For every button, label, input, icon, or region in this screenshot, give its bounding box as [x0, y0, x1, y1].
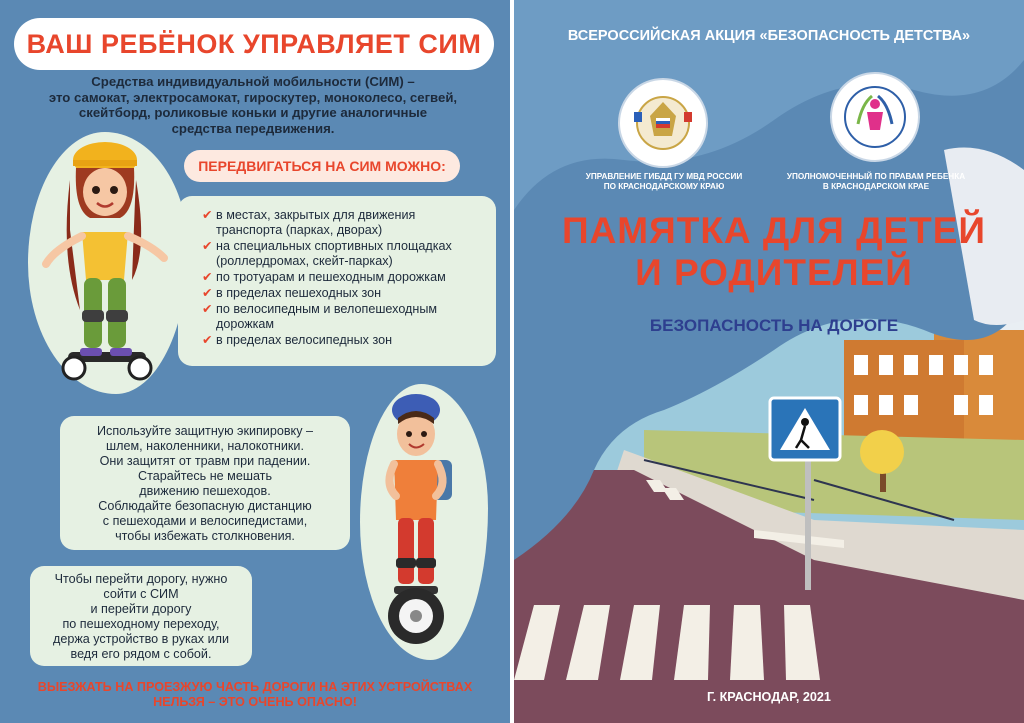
- check-icon: ✔: [202, 270, 213, 284]
- cross-line: держа устройство в руках или: [52, 632, 230, 646]
- intro-line: средства передвижения.: [171, 120, 335, 136]
- intro-line: Средства индивидуальной мобильности (СИМ) –: [91, 74, 415, 89]
- crossing-rules-card: [30, 566, 252, 666]
- list-item-text: по велосипедным и велопешеходным дорожкам: [216, 302, 438, 331]
- boy-on-monowheel-illustration: [372, 390, 468, 652]
- warning-line: ВЫЕЗЖАТЬ НА ПРОЕЗЖУЮ ЧАСТЬ ДОРОГИ НА ЭТИХ УСТРОЙСТВАХ: [37, 680, 473, 694]
- memo-title-line: ПАМЯТКА ДЛЯ ДЕТЕЙ: [561, 210, 987, 251]
- city-year-footer: Г. КРАСНОДАР, 2021: [707, 690, 831, 704]
- list-item: [202, 286, 482, 301]
- right-panel: [514, 0, 1024, 723]
- can-move-title: ПЕРЕДВИГАТЬСЯ НА СИМ МОЖНО:: [198, 158, 446, 174]
- danger-warning: [20, 680, 490, 710]
- gear-line: Старайтесь не мешать: [137, 469, 273, 483]
- org-line: УПРАВЛЕНИЕ ГИБДД ГУ МВД РОССИИ: [585, 172, 743, 181]
- check-icon: ✔: [202, 208, 213, 222]
- list-item-text: по тротуарам и пешеходным дорожкам: [216, 270, 446, 284]
- gear-line: с пешеходами и велосипедистами,: [102, 514, 308, 528]
- cross-line: по пешеходному переходу,: [62, 617, 220, 631]
- memo-title-line: И РОДИТЕЛЕЙ: [635, 252, 913, 293]
- left-title-banner: [14, 18, 494, 70]
- can-move-banner: [184, 150, 460, 182]
- police-org-label: [574, 172, 754, 192]
- list-item: [202, 302, 482, 332]
- check-icon: ✔: [202, 333, 213, 347]
- list-item: [202, 333, 482, 348]
- protective-gear-card: [60, 416, 350, 550]
- org-line: ПО КРАСНОДАРСКОМУ КРАЮ: [603, 182, 725, 191]
- intro-line: это самокат, электросамокат, гироскутер, моноколесо, сегвей,: [48, 89, 458, 105]
- cross-line: сойти с СИМ: [103, 587, 179, 601]
- ombudsman-emblem-graphic: [832, 74, 918, 160]
- warning-line: НЕЛЬЗЯ – ЭТО ОЧЕНЬ ОПАСНО!: [153, 695, 357, 709]
- intro-line: скейтборд, роликовые коньки и другие аналогичные: [78, 105, 428, 120]
- list-item-text: в местах, закрытых для движения транспорта (парках, дворах): [216, 208, 416, 237]
- list-item: [202, 270, 482, 285]
- ombudsman-org-label: [776, 172, 976, 192]
- org-line: В КРАСНОДАРСКОМ КРАЕ: [822, 182, 930, 191]
- gear-line: движению пешеходов.: [139, 484, 271, 498]
- allowed-places-card: [178, 196, 496, 366]
- gear-line: шлем, наколенники, налокотники.: [106, 439, 304, 453]
- police-emblem-icon: [618, 78, 708, 168]
- ombudsman-emblem-icon: [830, 72, 920, 162]
- left-panel: [0, 0, 510, 723]
- check-icon: ✔: [202, 286, 213, 300]
- check-icon: ✔: [202, 239, 213, 253]
- crosswalk-sign-icon: [770, 398, 840, 460]
- intro-text: [38, 74, 468, 136]
- check-icon: ✔: [202, 302, 213, 316]
- gear-line: чтобы избежать столкновения.: [115, 529, 295, 543]
- campaign-title: ВСЕРОССИЙСКАЯ АКЦИЯ «БЕЗОПАСНОСТЬ ДЕТСТВА»: [567, 28, 971, 44]
- gear-line: Используйте защитную экипировку –: [96, 424, 313, 438]
- list-item: [202, 208, 482, 238]
- cross-line: Чтобы перейти дорогу, нужно: [54, 572, 228, 586]
- list-item-text: в пределах пешеходных зон: [216, 286, 382, 300]
- allowed-places-list: [202, 208, 482, 348]
- girl-on-hoverboard-illustration: [40, 140, 170, 385]
- list-item: [202, 239, 482, 269]
- left-title: ВАШ РЕБЁНОК УПРАВЛЯЕТ СИМ: [26, 28, 482, 59]
- list-item-text: на специальных спортивных площадках (роллердромах, скейт-парках): [216, 239, 452, 268]
- gear-line: Они защитят от травм при падении.: [99, 454, 311, 468]
- gear-line: Соблюдайте безопасную дистанцию: [98, 499, 312, 513]
- cross-line: ведя его рядом с собой.: [70, 647, 212, 661]
- memo-subtitle: БЕЗОПАСНОСТЬ НА ДОРОГЕ: [649, 316, 899, 335]
- list-item-text: в пределах велосипедных зон: [216, 333, 393, 347]
- org-line: УПОЛНОМОЧЕННЫЙ ПО ПРАВАМ РЕБЕНКА: [786, 172, 966, 181]
- street-scene-illustration: [514, 0, 1024, 723]
- cross-line: и перейти дорогу: [90, 602, 192, 616]
- memo-title: [554, 210, 994, 294]
- police-emblem-graphic: [620, 80, 706, 166]
